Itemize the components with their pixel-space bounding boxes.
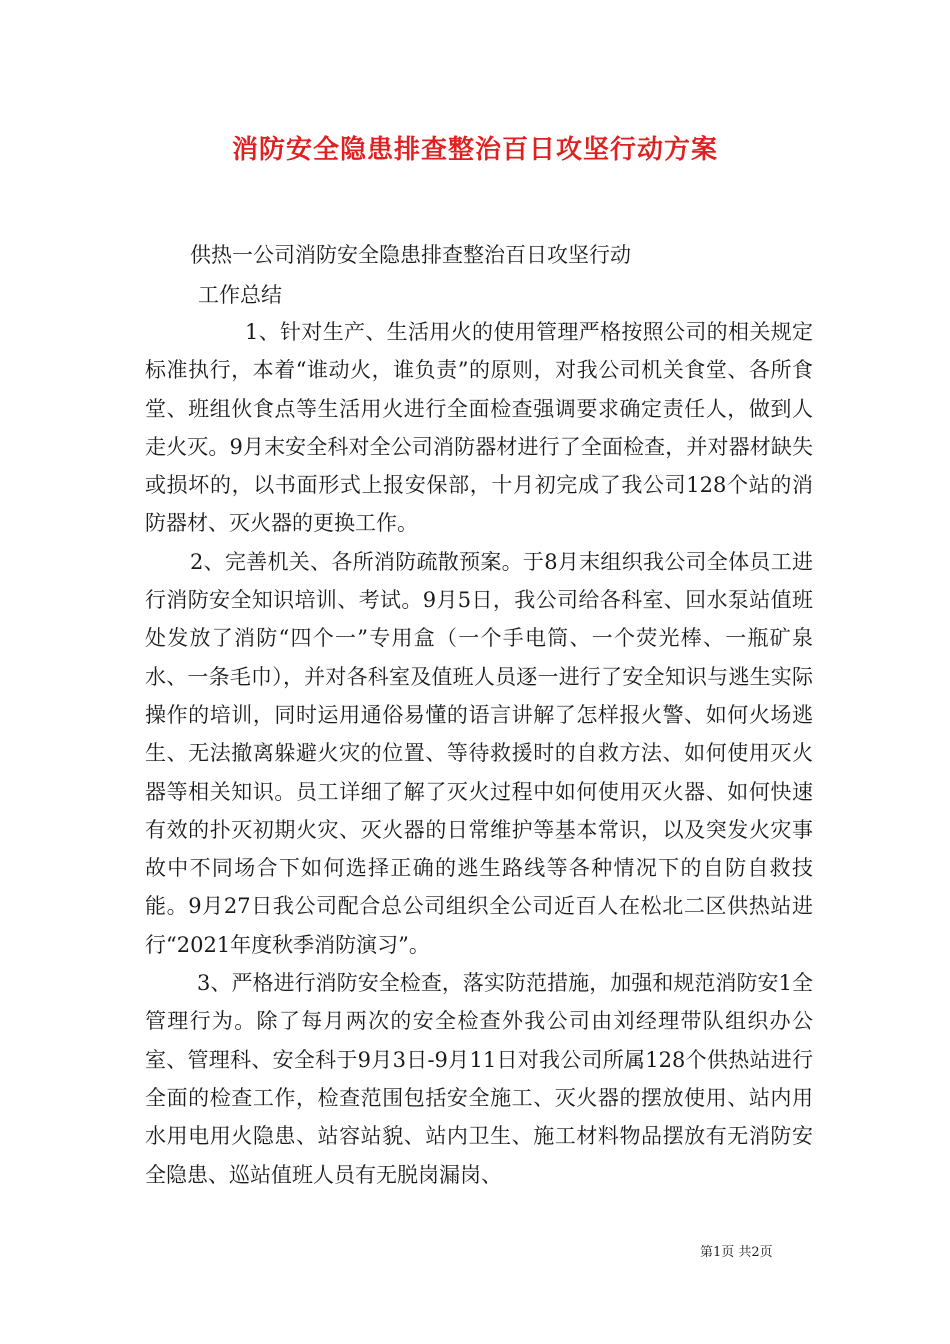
document-subtitle: 供热一公司消防安全隐患排查整治百日攻坚行动 [190, 243, 631, 267]
paragraph-1: 1、针对生产、生活用火的使用管理严格按照公司的相关规定标准执行，本着“谁动火，谁负责”的原则，对我公司机关食堂、各所食堂、班组伙食点等生活用火进行全面检查强调要求确定责任人，做到人走火灭。9月末安全科对全公司消防器材进行了全面检查，并对器材缺失或损坏的，以书面形式上报安保部，十月初完成了我公司128个站的消防器材、灭火器的更换工作。 [145, 320, 813, 536]
document-body [145, 313, 813, 1194]
paragraph-2: 2、完善机关、各所消防疏散预案。于8月末组织我公司全体员工进行消防安全知识培训、考试。9月5日，我公司给各科室、回水泵站值班处发放了消防“四个一”专用盒（一个手电筒、一个荧光棒、一瓶矿泉水、一条毛巾），并对各科室及值班人员逐一进行了安全知识与逃生实际操作的培训，同时运用通俗易懂的语言讲解了怎样报火警、如何火场逃生、无法撤离躲避火灾的位置、等待救援时的自救方法、如何使用灭火器等相关知识。员工详细了解了灭火过程中如何使用灭火器、如何快速有效的扑灭初期火灾、灭火器的日常维护等基本常识，以及突发火灾事故中不同场合下如何选择正确的逃生路线等各种情况下的自防自救技能。9月27日我公司配合总公司组织全公司近百人在松北二区供热站进行“2021年度秋季消防演习”。 [145, 549, 813, 957]
document-title: 消防安全隐患排查整治百日攻坚行动方案 [231, 135, 718, 165]
page-number: 第1页 共2页 [700, 1245, 773, 1260]
section-label: 工作总结 [198, 283, 282, 307]
paragraph-3: 3、严格进行消防安全检查，落实防范措施，加强和规范消防安1全管理行为。除了每月两次的安全检查外我公司由刘经理带队组织办公室、管理科、安全科于9月3日-9月11日对我公司所属128个供热站进行全面的检查工作，检查范围包括安全施工、灭火器的摆放使用、站内用水用电用火隐患、站容站貌、站内卫生、施工材料物品摆放有无消防安全隐患、巡站值班人员有无脱岗漏岗、 [145, 971, 813, 1187]
